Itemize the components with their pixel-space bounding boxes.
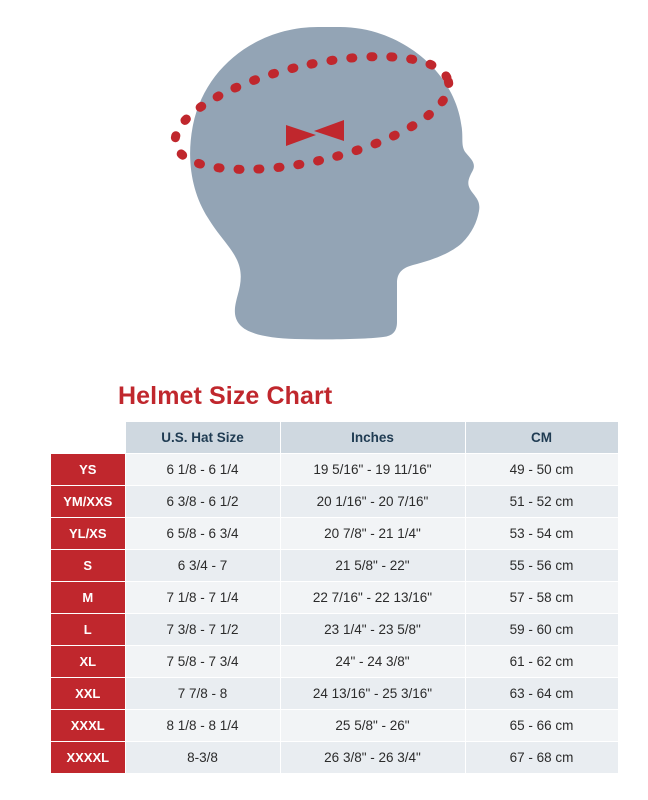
size-label: M bbox=[51, 582, 126, 614]
hat-size-value: 6 3/8 - 6 1/2 bbox=[125, 486, 280, 518]
cm-value: 49 - 50 cm bbox=[465, 454, 618, 486]
table-row bbox=[51, 614, 619, 646]
hat-size-value: 7 7/8 - 8 bbox=[125, 678, 280, 710]
size-label: YM/XXS bbox=[51, 486, 126, 518]
table-head bbox=[51, 422, 619, 454]
table-row bbox=[51, 550, 619, 582]
inches-value: 25 5/8" - 26" bbox=[280, 710, 465, 742]
table-row bbox=[51, 742, 619, 774]
size-label: S bbox=[51, 550, 126, 582]
size-chart-table-wrap bbox=[0, 421, 648, 774]
cm-value: 55 - 56 cm bbox=[465, 550, 618, 582]
size-label: YL/XS bbox=[51, 518, 126, 550]
size-label: XL bbox=[51, 646, 126, 678]
inches-value: 24 13/16" - 25 3/16" bbox=[280, 678, 465, 710]
cm-value: 59 - 60 cm bbox=[465, 614, 618, 646]
table-corner-cell bbox=[51, 422, 126, 454]
cm-value: 51 - 52 cm bbox=[465, 486, 618, 518]
inches-value: 21 5/8" - 22" bbox=[280, 550, 465, 582]
hat-size-value: 7 3/8 - 7 1/2 bbox=[125, 614, 280, 646]
cm-value: 65 - 66 cm bbox=[465, 710, 618, 742]
head-diagram-svg bbox=[0, 0, 648, 360]
head-measurement-illustration bbox=[0, 0, 648, 360]
hat-size-value: 7 1/8 - 7 1/4 bbox=[125, 582, 280, 614]
cm-value: 57 - 58 cm bbox=[465, 582, 618, 614]
inches-value: 23 1/4" - 23 5/8" bbox=[280, 614, 465, 646]
hat-size-value: 8-3/8 bbox=[125, 742, 280, 774]
table-row bbox=[51, 646, 619, 678]
helmet-size-table bbox=[50, 421, 619, 774]
table-row bbox=[51, 518, 619, 550]
inches-value: 20 1/16" - 20 7/16" bbox=[280, 486, 465, 518]
hat-size-value: 7 5/8 - 7 3/4 bbox=[125, 646, 280, 678]
size-label: XXXXL bbox=[51, 742, 126, 774]
size-label: L bbox=[51, 614, 126, 646]
inches-value: 22 7/16" - 22 13/16" bbox=[280, 582, 465, 614]
cm-value: 67 - 68 cm bbox=[465, 742, 618, 774]
table-row bbox=[51, 582, 619, 614]
chart-title: Helmet Size Chart bbox=[118, 382, 333, 410]
column-header-inches: Inches bbox=[280, 422, 465, 454]
hat-size-value: 6 1/8 - 6 1/4 bbox=[125, 454, 280, 486]
inches-value: 20 7/8" - 21 1/4" bbox=[280, 518, 465, 550]
cm-value: 53 - 54 cm bbox=[465, 518, 618, 550]
inches-value: 19 5/16" - 19 11/16" bbox=[280, 454, 465, 486]
table-body bbox=[51, 454, 619, 774]
size-label: YS bbox=[51, 454, 126, 486]
inches-value: 24" - 24 3/8" bbox=[280, 646, 465, 678]
inches-value: 26 3/8" - 26 3/4" bbox=[280, 742, 465, 774]
table-row bbox=[51, 454, 619, 486]
cm-value: 61 - 62 cm bbox=[465, 646, 618, 678]
hat-size-value: 6 5/8 - 6 3/4 bbox=[125, 518, 280, 550]
hat-size-value: 6 3/4 - 7 bbox=[125, 550, 280, 582]
size-label: XXXL bbox=[51, 710, 126, 742]
table-row bbox=[51, 678, 619, 710]
table-row bbox=[51, 486, 619, 518]
cm-value: 63 - 64 cm bbox=[465, 678, 618, 710]
size-label: XXL bbox=[51, 678, 126, 710]
column-header-cm: CM bbox=[465, 422, 618, 454]
table-row bbox=[51, 710, 619, 742]
column-header-hat-size: U.S. Hat Size bbox=[125, 422, 280, 454]
head-silhouette bbox=[190, 27, 479, 339]
table-header-row bbox=[51, 422, 619, 454]
hat-size-value: 8 1/8 - 8 1/4 bbox=[125, 710, 280, 742]
